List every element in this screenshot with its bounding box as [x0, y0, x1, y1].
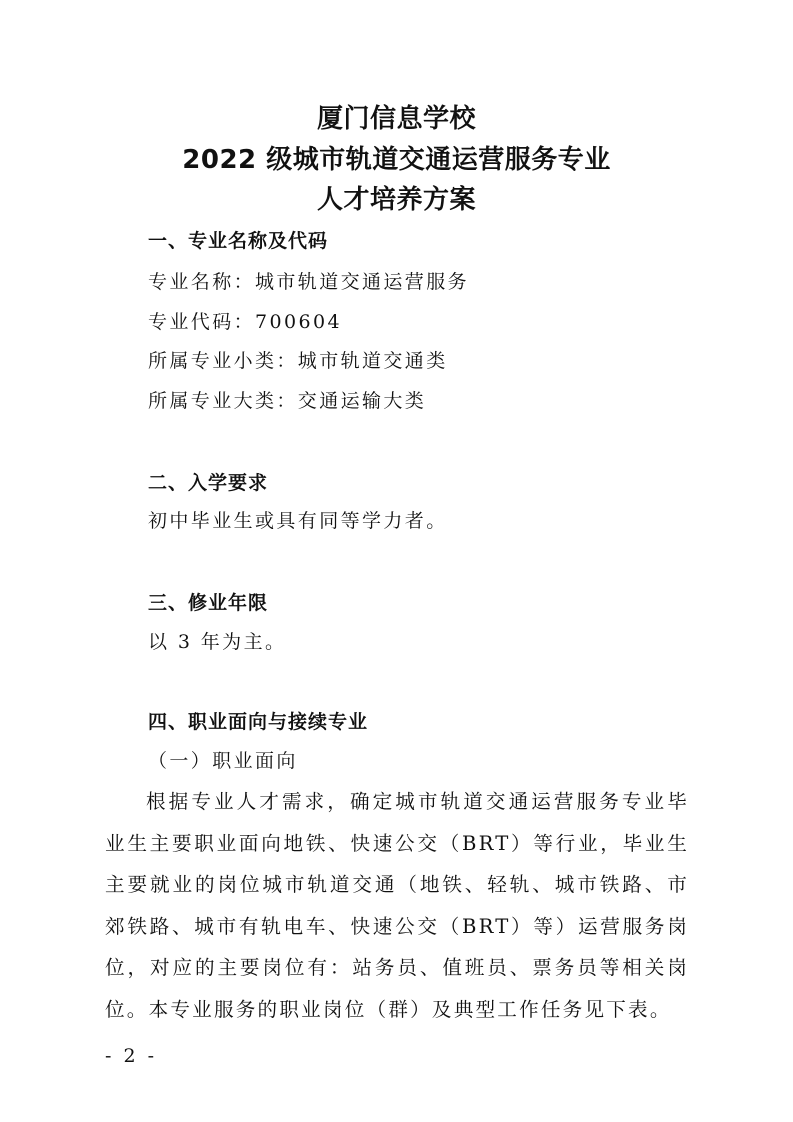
sub-category-line: 所属专业小类：城市轨道交通类	[148, 350, 448, 372]
main-category-line: 所属专业大类：交通运输大类	[148, 390, 427, 412]
career-orientation-paragraph: 根据专业人才需求，确定城市轨道交通运营服务专业毕业生主要职业面向地铁、快速公交（BRT）等行业，毕业生主要就业的岗位城市轨道交通（地铁、轻轨、城市铁路、市郊铁路、城市有轨电车、快速公交（BRT）等）运营服务岗位，对应的主要岗位有：站务员、值班员、票务员等相关岗位。本专业服务的职业岗位（群）及典型工作任务见下表。	[105, 790, 689, 1021]
section-heading-admission: 二、入学要求	[148, 472, 269, 494]
section-heading-study-duration: 三、修业年限	[148, 592, 269, 614]
major-code-line: 专业代码：700604	[148, 311, 342, 333]
admission-requirement-text: 初中毕业生或具有同等学力者。	[148, 510, 448, 532]
document-title-school: 厦门信息学校	[316, 104, 476, 134]
page-number: - 2 -	[105, 1045, 158, 1067]
section-heading-career-orientation: 四、职业面向与接续专业	[148, 711, 369, 733]
document-title-plan: 人才培养方案	[316, 185, 476, 215]
subsection-heading-career: （一）职业面向	[148, 750, 298, 772]
study-duration-text: 以 3 年为主。	[148, 631, 287, 653]
major-name-line: 专业名称：城市轨道交通运营服务	[148, 271, 470, 293]
document-title-program: 2022 级城市轨道交通运营服务专业	[182, 145, 611, 175]
section-heading-major-name-code: 一、专业名称及代码	[148, 230, 329, 252]
